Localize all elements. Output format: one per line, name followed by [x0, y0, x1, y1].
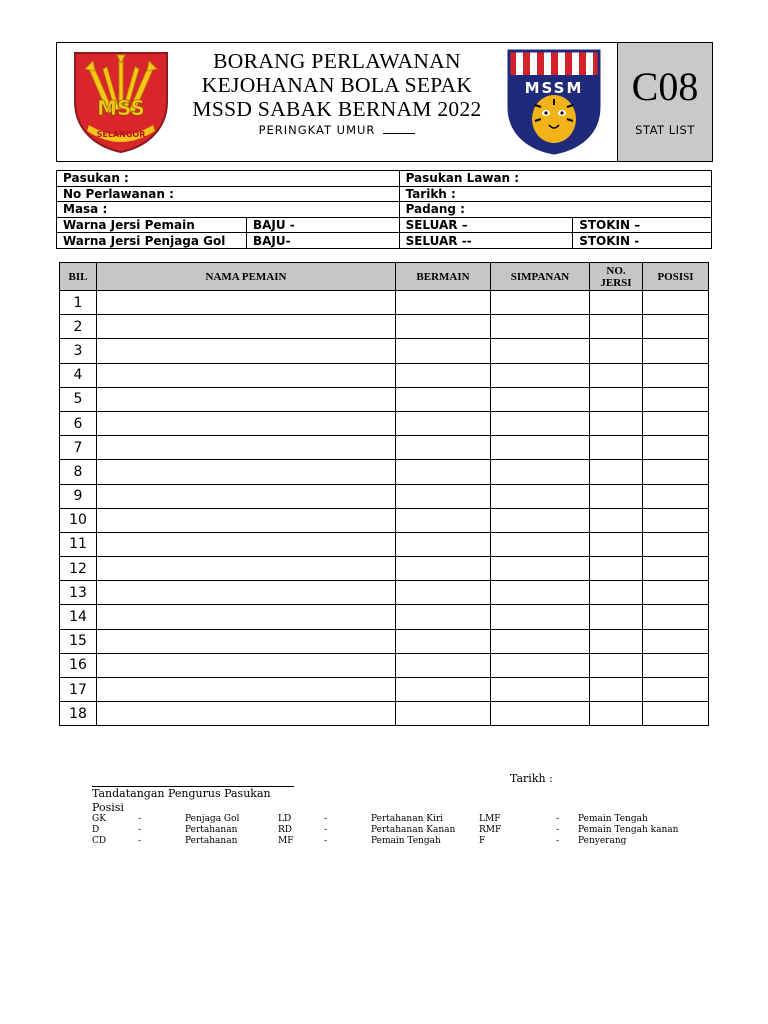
posisi-cell[interactable] — [643, 508, 709, 532]
no-jersi-cell[interactable] — [590, 557, 643, 581]
legend-code: RD — [278, 825, 292, 835]
bermain-cell[interactable] — [396, 581, 491, 605]
simpanan-cell[interactable] — [491, 605, 590, 629]
no-jersi-cell[interactable] — [590, 291, 643, 315]
col-header-bermain: BERMAIN — [396, 263, 491, 291]
table-row — [60, 678, 709, 702]
nama-pemain-cell[interactable] — [97, 629, 396, 653]
bil-cell: 5 — [60, 387, 97, 411]
bermain-cell[interactable] — [396, 557, 491, 581]
mssm-logo — [505, 47, 603, 155]
bil-cell: 3 — [60, 339, 97, 363]
bermain-cell[interactable] — [396, 653, 491, 677]
table-row — [60, 387, 709, 411]
bil-cell: 10 — [60, 508, 97, 532]
legend-description: Pertahanan Kanan — [371, 825, 456, 835]
player-rows — [60, 291, 709, 726]
no-jersi-cell[interactable] — [590, 411, 643, 435]
simpanan-cell[interactable] — [491, 315, 590, 339]
no-jersi-cell[interactable] — [590, 436, 643, 460]
legend-description: Penyerang — [578, 836, 627, 846]
nama-pemain-cell[interactable] — [97, 460, 396, 484]
legend-description: Pemain Tengah — [578, 814, 648, 824]
table-row — [60, 484, 709, 508]
form-code: C08 — [631, 64, 699, 109]
no-jersi-cell[interactable] — [590, 508, 643, 532]
bermain-cell[interactable] — [396, 387, 491, 411]
legend-row — [92, 825, 712, 836]
legend-code: RMF — [479, 825, 502, 835]
legend-description: Pemain Tengah kanan — [578, 825, 679, 835]
simpanan-cell[interactable] — [491, 339, 590, 363]
legend-dash: - — [324, 814, 328, 824]
posisi-cell[interactable] — [643, 387, 709, 411]
posisi-cell[interactable] — [643, 581, 709, 605]
simpanan-cell[interactable] — [491, 291, 590, 315]
mssm-logo-text: MSSM — [524, 79, 584, 97]
table-row — [60, 411, 709, 435]
no-jersi-cell[interactable] — [590, 532, 643, 556]
bermain-cell[interactable] — [396, 702, 491, 726]
legend-dash: - — [324, 836, 328, 846]
posisi-cell[interactable] — [643, 460, 709, 484]
simpanan-cell[interactable] — [491, 411, 590, 435]
legend-row — [92, 814, 712, 825]
no-jersi-cell[interactable] — [590, 484, 643, 508]
legend-dash: - — [556, 814, 560, 824]
tarikh-field[interactable]: Tarikh : — [399, 186, 711, 202]
nama-pemain-cell[interactable] — [97, 315, 396, 339]
subtitle-row — [177, 122, 497, 138]
no-jersi-cell[interactable] — [590, 387, 643, 411]
legend-dash: - — [138, 836, 142, 846]
simpanan-cell[interactable] — [491, 363, 590, 387]
legend-description: Pemain Tengah — [371, 836, 441, 846]
no-jersi-cell[interactable] — [590, 339, 643, 363]
posisi-cell[interactable] — [643, 436, 709, 460]
jersi-gol-seluar-field[interactable]: SELUAR -- — [399, 233, 573, 249]
age-group-label: PERINGKAT UMUR — [258, 123, 376, 137]
form-code-box — [617, 42, 713, 162]
simpanan-cell[interactable] — [491, 678, 590, 702]
legend-dash: - — [138, 825, 142, 835]
legend-dash: - — [556, 825, 560, 835]
signature-label: Tandatangan Pengurus Pasukan — [92, 787, 271, 800]
header-box — [56, 42, 712, 162]
bil-cell: 15 — [60, 629, 97, 653]
bil-cell: 7 — [60, 436, 97, 460]
simpanan-cell[interactable] — [491, 436, 590, 460]
no-perlawanan-field[interactable]: No Perlawanan : — [57, 186, 400, 202]
simpanan-cell[interactable] — [491, 387, 590, 411]
nama-pemain-cell[interactable] — [97, 484, 396, 508]
posisi-cell[interactable] — [643, 291, 709, 315]
col-header-nama-pemain: NAMA PEMAIN — [97, 263, 396, 291]
info-row — [57, 233, 712, 249]
bil-cell: 11 — [60, 532, 97, 556]
no-jersi-cell[interactable] — [590, 315, 643, 339]
bermain-cell[interactable] — [396, 629, 491, 653]
nama-pemain-cell[interactable] — [97, 508, 396, 532]
age-group-blank[interactable] — [383, 133, 415, 134]
bermain-cell[interactable] — [396, 339, 491, 363]
no-jersi-cell[interactable] — [590, 460, 643, 484]
padang-field[interactable]: Padang : — [399, 202, 711, 218]
no-jersi-cell[interactable] — [590, 581, 643, 605]
info-row — [57, 186, 712, 202]
bil-cell: 17 — [60, 678, 97, 702]
bermain-cell[interactable] — [396, 508, 491, 532]
col-header-posisi: POSISI — [643, 263, 709, 291]
legend-code: MF — [278, 836, 294, 846]
player-list-table — [59, 262, 709, 726]
posisi-cell[interactable] — [643, 363, 709, 387]
nama-pemain-cell[interactable] — [97, 702, 396, 726]
table-row — [60, 605, 709, 629]
posisi-cell[interactable] — [643, 557, 709, 581]
posisi-legend-title: Posisi — [92, 801, 124, 814]
col-header-simpanan: SIMPANAN — [491, 263, 590, 291]
legend-code: F — [479, 836, 486, 846]
posisi-legend — [92, 814, 712, 847]
table-row — [60, 363, 709, 387]
legend-description: Pertahanan Kiri — [371, 814, 444, 824]
bermain-cell[interactable] — [396, 460, 491, 484]
simpanan-cell[interactable] — [491, 557, 590, 581]
jersi-pemain-baju-field[interactable]: BAJU - — [246, 217, 399, 233]
bil-cell: 14 — [60, 605, 97, 629]
table-row — [60, 653, 709, 677]
posisi-cell[interactable] — [643, 629, 709, 653]
nama-pemain-cell[interactable] — [97, 678, 396, 702]
bil-cell: 4 — [60, 363, 97, 387]
jersi-gol-baju-field[interactable]: BAJU- — [246, 233, 399, 249]
table-row — [60, 629, 709, 653]
bermain-cell[interactable] — [396, 532, 491, 556]
table-row — [60, 532, 709, 556]
jersi-pemain-stokin-field[interactable]: STOKIN – — [573, 217, 712, 233]
bil-cell: 6 — [60, 411, 97, 435]
legend-description: Pertahanan — [185, 825, 238, 835]
nama-pemain-cell[interactable] — [97, 339, 396, 363]
nama-pemain-cell[interactable] — [97, 557, 396, 581]
nama-pemain-cell[interactable] — [97, 436, 396, 460]
posisi-cell[interactable] — [643, 702, 709, 726]
simpanan-cell[interactable] — [491, 653, 590, 677]
posisi-cell[interactable] — [643, 532, 709, 556]
bermain-cell[interactable] — [396, 363, 491, 387]
bil-cell: 1 — [60, 291, 97, 315]
jersi-gol-stokin-field[interactable]: STOKIN - — [573, 233, 712, 249]
table-row — [60, 557, 709, 581]
legend-code: LD — [278, 814, 292, 824]
simpanan-cell[interactable] — [491, 508, 590, 532]
jersi-pemain-label: Warna Jersi Pemain — [57, 217, 247, 233]
table-row — [60, 702, 709, 726]
form-code-subtitle: STAT LIST — [635, 123, 695, 137]
table-row — [60, 460, 709, 484]
bermain-cell[interactable] — [396, 678, 491, 702]
nama-pemain-cell[interactable] — [97, 653, 396, 677]
bermain-cell[interactable] — [396, 484, 491, 508]
player-table-header — [60, 263, 709, 291]
info-row — [57, 171, 712, 187]
mss-selangor-logo — [71, 49, 171, 153]
bermain-cell[interactable] — [396, 436, 491, 460]
simpanan-cell[interactable] — [491, 532, 590, 556]
no-jersi-cell[interactable] — [590, 605, 643, 629]
posisi-cell[interactable] — [643, 411, 709, 435]
bermain-cell[interactable] — [396, 411, 491, 435]
legend-dash: - — [556, 836, 560, 846]
legend-description: Pertahanan — [185, 836, 238, 846]
nama-pemain-cell[interactable] — [97, 411, 396, 435]
jersi-pemain-seluar-field[interactable]: SELUAR – — [399, 217, 573, 233]
legend-dash: - — [138, 814, 142, 824]
table-row — [60, 436, 709, 460]
pasukan-lawan-field[interactable]: Pasukan Lawan : — [399, 171, 711, 187]
bermain-cell[interactable] — [396, 315, 491, 339]
no-jersi-cell[interactable] — [590, 363, 643, 387]
title-line-1: BORANG PERLAWANAN — [213, 49, 461, 73]
posisi-cell[interactable] — [643, 339, 709, 363]
table-row — [60, 291, 709, 315]
no-jersi-cell[interactable] — [590, 629, 643, 653]
table-row — [60, 315, 709, 339]
bermain-cell[interactable] — [396, 605, 491, 629]
pasukan-field[interactable]: Pasukan : — [57, 171, 400, 187]
legend-row — [92, 836, 712, 847]
selangor-logo-text: SELANGOR — [96, 130, 146, 139]
table-row — [60, 508, 709, 532]
title-line-2: KEJOHANAN BOLA SEPAK — [201, 73, 473, 97]
no-jersi-cell[interactable] — [590, 702, 643, 726]
mss-logo-text: MSS — [97, 96, 145, 120]
table-row — [60, 581, 709, 605]
no-jersi-cell[interactable] — [590, 653, 643, 677]
bermain-cell[interactable] — [396, 291, 491, 315]
simpanan-cell[interactable] — [491, 702, 590, 726]
legend-code: LMF — [479, 814, 501, 824]
bil-cell: 8 — [60, 460, 97, 484]
jersi-gol-label: Warna Jersi Penjaga Gol — [57, 233, 247, 249]
title-line-3: MSSD SABAK BERNAM 2022 — [192, 97, 482, 121]
table-row — [60, 339, 709, 363]
legend-code: D — [92, 825, 100, 835]
col-header-bil: BIL — [60, 263, 97, 291]
nama-pemain-cell[interactable] — [97, 581, 396, 605]
posisi-cell[interactable] — [643, 653, 709, 677]
simpanan-cell[interactable] — [491, 629, 590, 653]
no-jersi-cell[interactable] — [590, 678, 643, 702]
posisi-cell[interactable] — [643, 605, 709, 629]
title-area — [177, 49, 497, 138]
masa-field[interactable]: Masa : — [57, 202, 400, 218]
bil-cell: 13 — [60, 581, 97, 605]
simpanan-cell[interactable] — [491, 484, 590, 508]
bil-cell: 2 — [60, 315, 97, 339]
nama-pemain-cell[interactable] — [97, 605, 396, 629]
posisi-cell[interactable] — [643, 315, 709, 339]
legend-code: CD — [92, 836, 107, 846]
nama-pemain-cell[interactable] — [97, 363, 396, 387]
posisi-cell[interactable] — [643, 678, 709, 702]
signature-date-label: Tarikh : — [510, 772, 553, 785]
legend-description: Penjaga Gol — [185, 814, 240, 824]
nama-pemain-cell[interactable] — [97, 291, 396, 315]
simpanan-cell[interactable] — [491, 581, 590, 605]
bil-cell: 12 — [60, 557, 97, 581]
info-row — [57, 217, 712, 233]
bil-cell: 16 — [60, 653, 97, 677]
col-header-no-jersi: NO. JERSI — [590, 263, 643, 291]
simpanan-cell[interactable] — [491, 460, 590, 484]
bil-cell: 9 — [60, 484, 97, 508]
legend-code: GK — [92, 814, 106, 824]
nama-pemain-cell[interactable] — [97, 387, 396, 411]
legend-dash: - — [324, 825, 328, 835]
match-info-table — [56, 170, 712, 249]
posisi-cell[interactable] — [643, 484, 709, 508]
nama-pemain-cell[interactable] — [97, 532, 396, 556]
bil-cell: 18 — [60, 702, 97, 726]
info-row — [57, 202, 712, 218]
